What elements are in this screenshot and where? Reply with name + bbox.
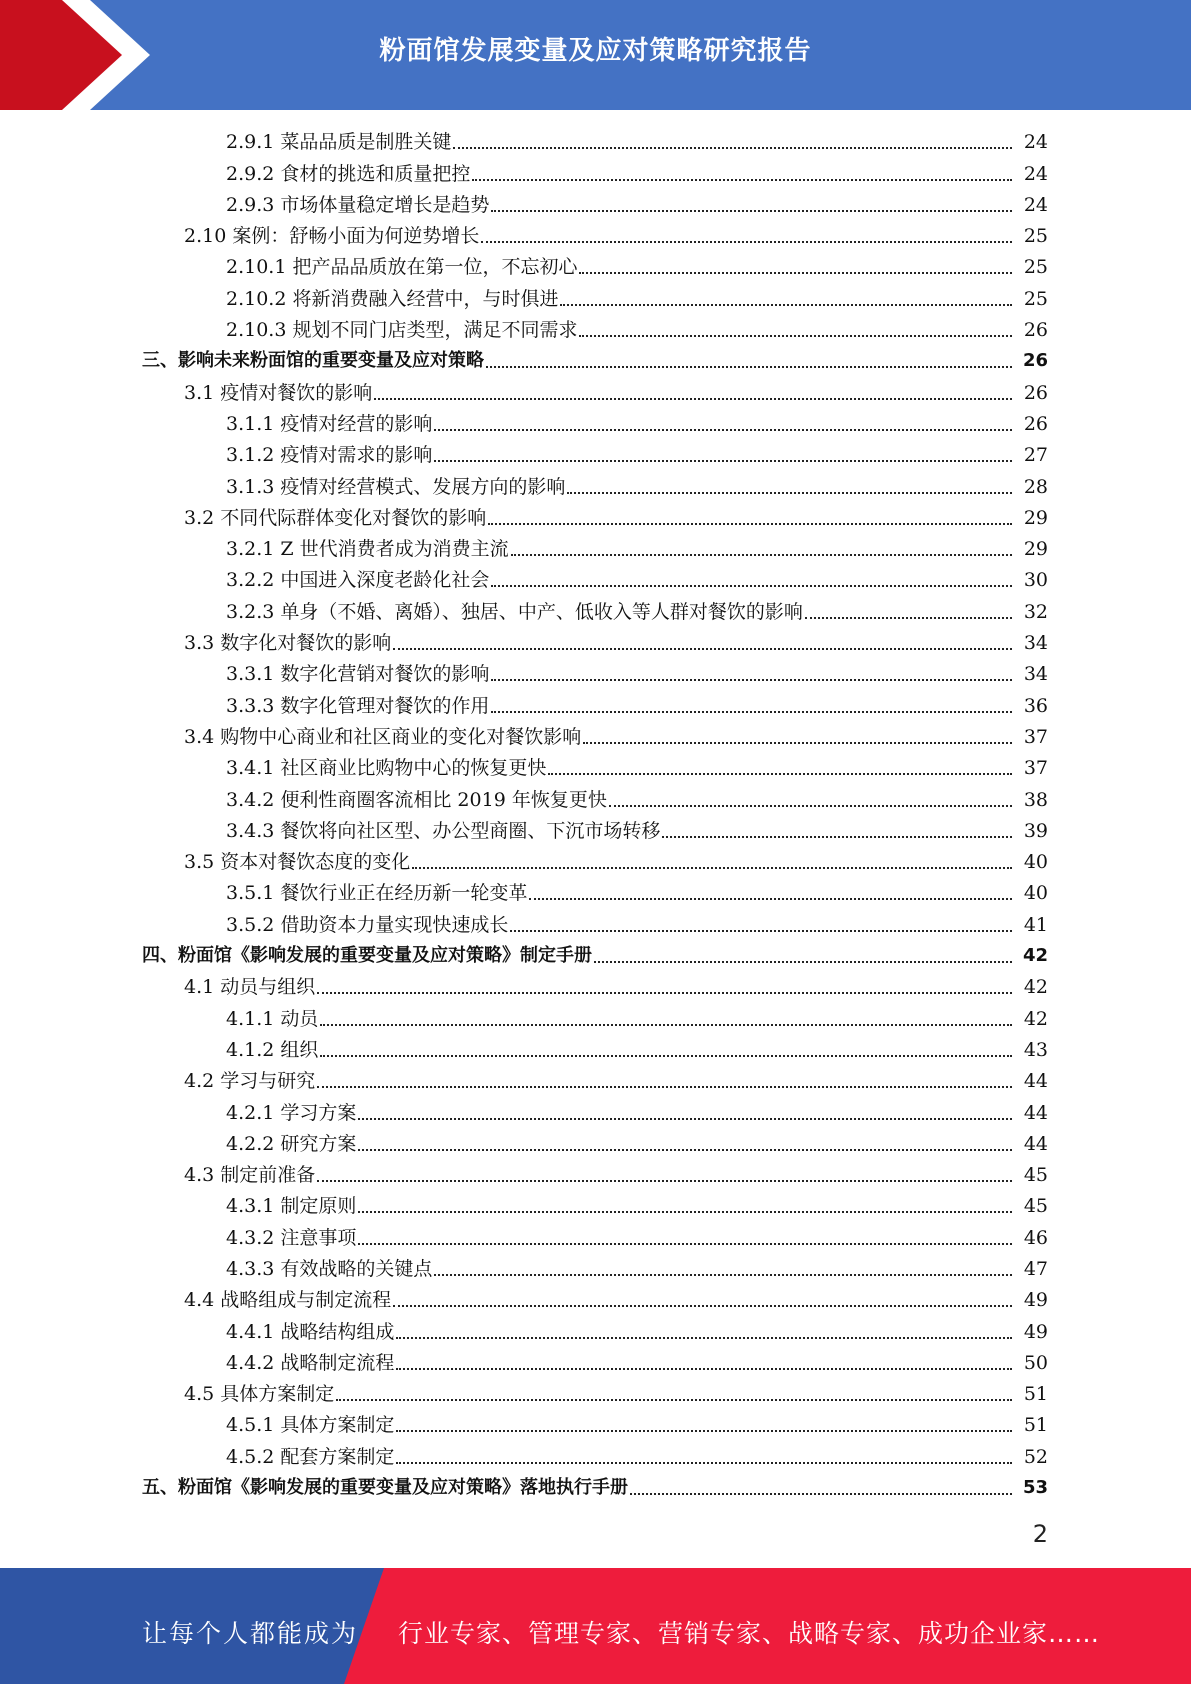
- toc-entry-page: 49: [1023, 1320, 1048, 1343]
- toc-entry[interactable]: [0, 222, 1191, 253]
- toc-dot-leader: [567, 492, 1012, 494]
- toc-entry-title: 4.1 动员与组织: [184, 976, 316, 999]
- toc-entry-title: 4.2.1 学习方案: [226, 1101, 357, 1124]
- toc-entry-page: 29: [1023, 506, 1048, 529]
- toc-entry-page: 42: [1023, 1007, 1048, 1030]
- toc-entry[interactable]: [0, 817, 1191, 848]
- toc-entry-page: 26: [1023, 412, 1048, 435]
- toc-dot-leader: [630, 1493, 1012, 1495]
- toc-entry-title: 4.3.2 注意事项: [226, 1226, 357, 1249]
- toc-dot-leader: [481, 241, 1012, 243]
- toc-entry[interactable]: [0, 1130, 1191, 1161]
- toc-entry-title: 3.1 疫情对餐饮的影响: [184, 381, 373, 404]
- toc-entry-page: 26: [1022, 350, 1048, 372]
- toc-entry-title: 4.3.3 有效战略的关键点: [226, 1257, 433, 1280]
- toc-dot-leader: [320, 1024, 1012, 1026]
- toc-entry[interactable]: [0, 378, 1191, 409]
- toc-entry-page: 27: [1023, 444, 1048, 467]
- toc-dot-leader: [434, 1274, 1012, 1276]
- toc-entry[interactable]: [0, 1474, 1191, 1505]
- toc-entry-page: 25: [1023, 256, 1048, 279]
- toc-entry-title: 2.9.3 市场体量稳定增长是趋势: [226, 193, 490, 216]
- toc-entry-title: 3.4 购物中心商业和社区商业的变化对餐饮影响: [184, 725, 582, 748]
- toc-entry[interactable]: [0, 191, 1191, 222]
- toc-dot-leader: [488, 523, 1012, 525]
- toc-entry-page: 42: [1023, 976, 1048, 999]
- toc-dot-leader: [396, 1430, 1012, 1432]
- toc-entry-page: 26: [1023, 381, 1048, 404]
- toc-entry-page: 49: [1023, 1289, 1048, 1312]
- toc-entry-page: 34: [1023, 632, 1048, 655]
- toc-entry[interactable]: [0, 879, 1191, 910]
- toc-dot-leader: [434, 429, 1012, 431]
- page-header: [0, 0, 1191, 110]
- toc-dot-leader: [320, 1055, 1012, 1057]
- toc-dot-leader: [393, 648, 1012, 650]
- toc-entry[interactable]: [0, 660, 1191, 691]
- toc-entry-page: 44: [1023, 1070, 1048, 1093]
- toc-entry[interactable]: [0, 128, 1191, 159]
- toc-entry[interactable]: [0, 504, 1191, 535]
- toc-entry-page: 34: [1023, 663, 1048, 686]
- toc-entry-title: 3.1.3 疫情对经营模式、发展方向的影响: [226, 475, 566, 498]
- toc-entry[interactable]: [0, 1442, 1191, 1473]
- page-footer: [0, 1568, 1191, 1684]
- toc-entry-title: 4.1.2 组织: [226, 1038, 319, 1061]
- toc-dot-leader: [317, 1180, 1012, 1182]
- toc-entry[interactable]: [0, 723, 1191, 754]
- toc-entry-page: 24: [1023, 193, 1048, 216]
- toc-entry[interactable]: [0, 347, 1191, 378]
- toc-entry[interactable]: [0, 597, 1191, 628]
- toc-entry-title: 4.3 制定前准备: [184, 1164, 316, 1187]
- toc-entry-title: 3.3 数字化对餐饮的影响: [184, 632, 392, 655]
- toc-entry[interactable]: [0, 284, 1191, 315]
- toc-entry-title: 3.2.1 Z 世代消费者成为消费主流: [226, 538, 509, 561]
- toc-dot-leader: [453, 147, 1012, 149]
- toc-entry-page: 37: [1023, 725, 1048, 748]
- toc-entry-title: 五、粉面馆《影响发展的重要变量及应对策略》落地执行手册: [142, 1477, 628, 1499]
- toc-dot-leader: [358, 1243, 1012, 1245]
- toc-entry-title: 2.10 案例：舒畅小面为何逆势增长: [184, 225, 480, 248]
- toc-dot-leader: [358, 1118, 1012, 1120]
- toc-dot-leader: [491, 711, 1012, 713]
- toc-entry-page: 47: [1023, 1257, 1048, 1280]
- toc-entry-page: 25: [1023, 225, 1048, 248]
- toc-entry-page: 25: [1023, 287, 1048, 310]
- toc-dot-leader: [662, 836, 1012, 838]
- toc-entry-page: 50: [1023, 1351, 1048, 1374]
- toc-entry[interactable]: [0, 910, 1191, 941]
- toc-entry-title: 3.1.2 疫情对需求的影响: [226, 444, 433, 467]
- toc-entry-title: 3.4.3 餐饮将向社区型、办公型商圈、下沉市场转移: [226, 819, 661, 842]
- toc-dot-leader: [609, 805, 1012, 807]
- table-of-contents: [0, 128, 1191, 1505]
- toc-entry[interactable]: [0, 629, 1191, 660]
- toc-entry-title: 四、粉面馆《影响发展的重要变量及应对策略》制定手册: [142, 945, 592, 967]
- toc-entry-page: 45: [1023, 1164, 1048, 1187]
- toc-entry-title: 3.5.1 餐饮行业正在经历新一轮变革: [226, 882, 528, 905]
- toc-entry-page: 40: [1023, 882, 1048, 905]
- toc-entry-title: 3.2 不同代际群体变化对餐饮的影响: [184, 506, 487, 529]
- toc-entry-title: 3.3.3 数字化管理对餐饮的作用: [226, 694, 490, 717]
- toc-entry-page: 46: [1023, 1226, 1048, 1249]
- toc-dot-leader: [374, 398, 1012, 400]
- toc-entry[interactable]: [0, 754, 1191, 785]
- toc-dot-leader: [396, 1462, 1012, 1464]
- toc-dot-leader: [548, 773, 1012, 775]
- toc-dot-leader: [491, 210, 1012, 212]
- toc-entry-title: 4.2 学习与研究: [184, 1070, 316, 1093]
- toc-entry-page: 44: [1023, 1101, 1048, 1124]
- toc-entry-title: 2.9.2 食材的挑选和质量把控: [226, 162, 471, 185]
- toc-entry[interactable]: [0, 1004, 1191, 1035]
- toc-dot-leader: [560, 304, 1012, 306]
- toc-entry[interactable]: [0, 1255, 1191, 1286]
- toc-entry[interactable]: [0, 566, 1191, 597]
- toc-entry[interactable]: [0, 1036, 1191, 1067]
- toc-dot-leader: [529, 898, 1012, 900]
- toc-entry[interactable]: [0, 1192, 1191, 1223]
- toc-entry-title: 2.10.1 把产品品质放在第一位，不忘初心: [226, 256, 578, 279]
- toc-entry[interactable]: [0, 1223, 1191, 1254]
- page-number: 2: [1032, 1520, 1048, 1548]
- toc-entry-page: 53: [1022, 1477, 1048, 1499]
- toc-entry-page: 29: [1023, 538, 1048, 561]
- toc-dot-leader: [491, 585, 1012, 587]
- toc-entry[interactable]: [0, 316, 1191, 347]
- toc-dot-leader: [579, 335, 1012, 337]
- toc-entry[interactable]: [0, 1411, 1191, 1442]
- toc-entry-page: 51: [1023, 1383, 1048, 1406]
- toc-entry[interactable]: [0, 973, 1191, 1004]
- toc-entry-title: 2.10.3 规划不同门店类型，满足不同需求: [226, 319, 578, 342]
- toc-entry[interactable]: [0, 785, 1191, 816]
- toc-entry-title: 3.3.1 数字化营销对餐饮的影响: [226, 663, 490, 686]
- toc-entry[interactable]: [0, 410, 1191, 441]
- toc-entry[interactable]: [0, 942, 1191, 973]
- toc-entry[interactable]: [0, 441, 1191, 472]
- toc-entry-title: 4.5 具体方案制定: [184, 1383, 335, 1406]
- toc-entry[interactable]: [0, 1098, 1191, 1129]
- toc-entry[interactable]: [0, 848, 1191, 879]
- toc-entry-page: 24: [1023, 162, 1048, 185]
- toc-entry-title: 3.2.3 单身（不婚、离婚）、独居、中产、低收入等人群对餐饮的影响: [226, 600, 803, 623]
- toc-dot-leader: [511, 554, 1012, 556]
- toc-entry[interactable]: [0, 1161, 1191, 1192]
- toc-entry-title: 2.9.1 菜品品质是制胜关键: [226, 131, 452, 154]
- toc-dot-leader: [594, 961, 1012, 963]
- toc-entry[interactable]: [0, 1380, 1191, 1411]
- toc-entry-page: 45: [1023, 1195, 1048, 1218]
- toc-entry-title: 2.10.2 将新消费融入经营中，与时俱进: [226, 287, 559, 310]
- toc-entry-page: 24: [1023, 131, 1048, 154]
- toc-entry[interactable]: [0, 1286, 1191, 1317]
- toc-dot-leader: [579, 272, 1012, 274]
- toc-entry[interactable]: [0, 1317, 1191, 1348]
- toc-dot-leader: [358, 1211, 1012, 1213]
- footer-slogan-right: 行业专家、管理专家、营销专家、战略专家、成功企业家……: [398, 1619, 1101, 1648]
- toc-entry-page: 44: [1023, 1132, 1048, 1155]
- toc-entry-page: 30: [1023, 569, 1048, 592]
- toc-entry-page: 28: [1023, 475, 1048, 498]
- toc-dot-leader: [472, 179, 1012, 181]
- toc-dot-leader: [805, 617, 1012, 619]
- toc-entry-title: 4.1.1 动员: [226, 1007, 319, 1030]
- toc-entry-page: 43: [1023, 1038, 1048, 1061]
- toc-entry-title: 4.2.2 研究方案: [226, 1132, 357, 1155]
- toc-dot-leader: [396, 1368, 1012, 1370]
- toc-entry[interactable]: [0, 691, 1191, 722]
- toc-dot-leader: [358, 1149, 1012, 1151]
- toc-entry-title: 3.5 资本对餐饮态度的变化: [184, 851, 411, 874]
- toc-dot-leader: [486, 366, 1012, 368]
- toc-entry-page: 39: [1023, 819, 1048, 842]
- footer-slogan-left: 让每个人都能成为: [142, 1619, 359, 1648]
- toc-entry-page: 32: [1023, 600, 1048, 623]
- toc-entry-title: 3.1.1 疫情对经营的影响: [226, 412, 433, 435]
- toc-dot-leader: [491, 679, 1012, 681]
- toc-entry-title: 4.4 战略组成与制定流程: [184, 1289, 392, 1312]
- toc-entry[interactable]: [0, 253, 1191, 284]
- toc-dot-leader: [393, 1305, 1012, 1307]
- toc-dot-leader: [412, 867, 1012, 869]
- toc-dot-leader: [583, 742, 1012, 744]
- toc-entry-page: 41: [1023, 913, 1048, 936]
- toc-entry[interactable]: [0, 1349, 1191, 1380]
- header-title: 粉面馆发展变量及应对策略研究报告: [379, 36, 812, 66]
- toc-entry-page: 38: [1023, 788, 1048, 811]
- toc-entry[interactable]: [0, 535, 1191, 566]
- toc-entry-page: 42: [1022, 945, 1048, 967]
- toc-entry-page: 40: [1023, 851, 1048, 874]
- toc-entry-title: 4.4.1 战略结构组成: [226, 1320, 395, 1343]
- toc-dot-leader: [510, 930, 1012, 932]
- toc-entry-title: 4.3.1 制定原则: [226, 1195, 357, 1218]
- toc-entry-page: 37: [1023, 757, 1048, 780]
- toc-entry-title: 4.5.1 具体方案制定: [226, 1414, 395, 1437]
- toc-entry[interactable]: [0, 1067, 1191, 1098]
- toc-entry-title: 3.5.2 借助资本力量实现快速成长: [226, 913, 509, 936]
- toc-dot-leader: [434, 460, 1012, 462]
- toc-entry-page: 51: [1023, 1414, 1048, 1437]
- toc-entry-page: 26: [1023, 319, 1048, 342]
- toc-entry-title: 3.2.2 中国进入深度老龄化社会: [226, 569, 490, 592]
- toc-entry[interactable]: [0, 472, 1191, 503]
- toc-entry[interactable]: [0, 159, 1191, 190]
- toc-entry-title: 3.4.2 便利性商圈客流相比 2019 年恢复更快: [226, 788, 607, 811]
- toc-entry-title: 4.5.2 配套方案制定: [226, 1445, 395, 1468]
- toc-dot-leader: [396, 1337, 1012, 1339]
- toc-entry-page: 36: [1023, 694, 1048, 717]
- toc-entry-title: 4.4.2 战略制定流程: [226, 1351, 395, 1374]
- toc-entry-title: 3.4.1 社区商业比购物中心的恢复更快: [226, 757, 547, 780]
- toc-entry-title: 三、影响未来粉面馆的重要变量及应对策略: [142, 350, 484, 372]
- toc-dot-leader: [336, 1399, 1012, 1401]
- toc-dot-leader: [317, 992, 1012, 994]
- toc-entry-page: 52: [1023, 1445, 1048, 1468]
- toc-dot-leader: [317, 1086, 1012, 1088]
